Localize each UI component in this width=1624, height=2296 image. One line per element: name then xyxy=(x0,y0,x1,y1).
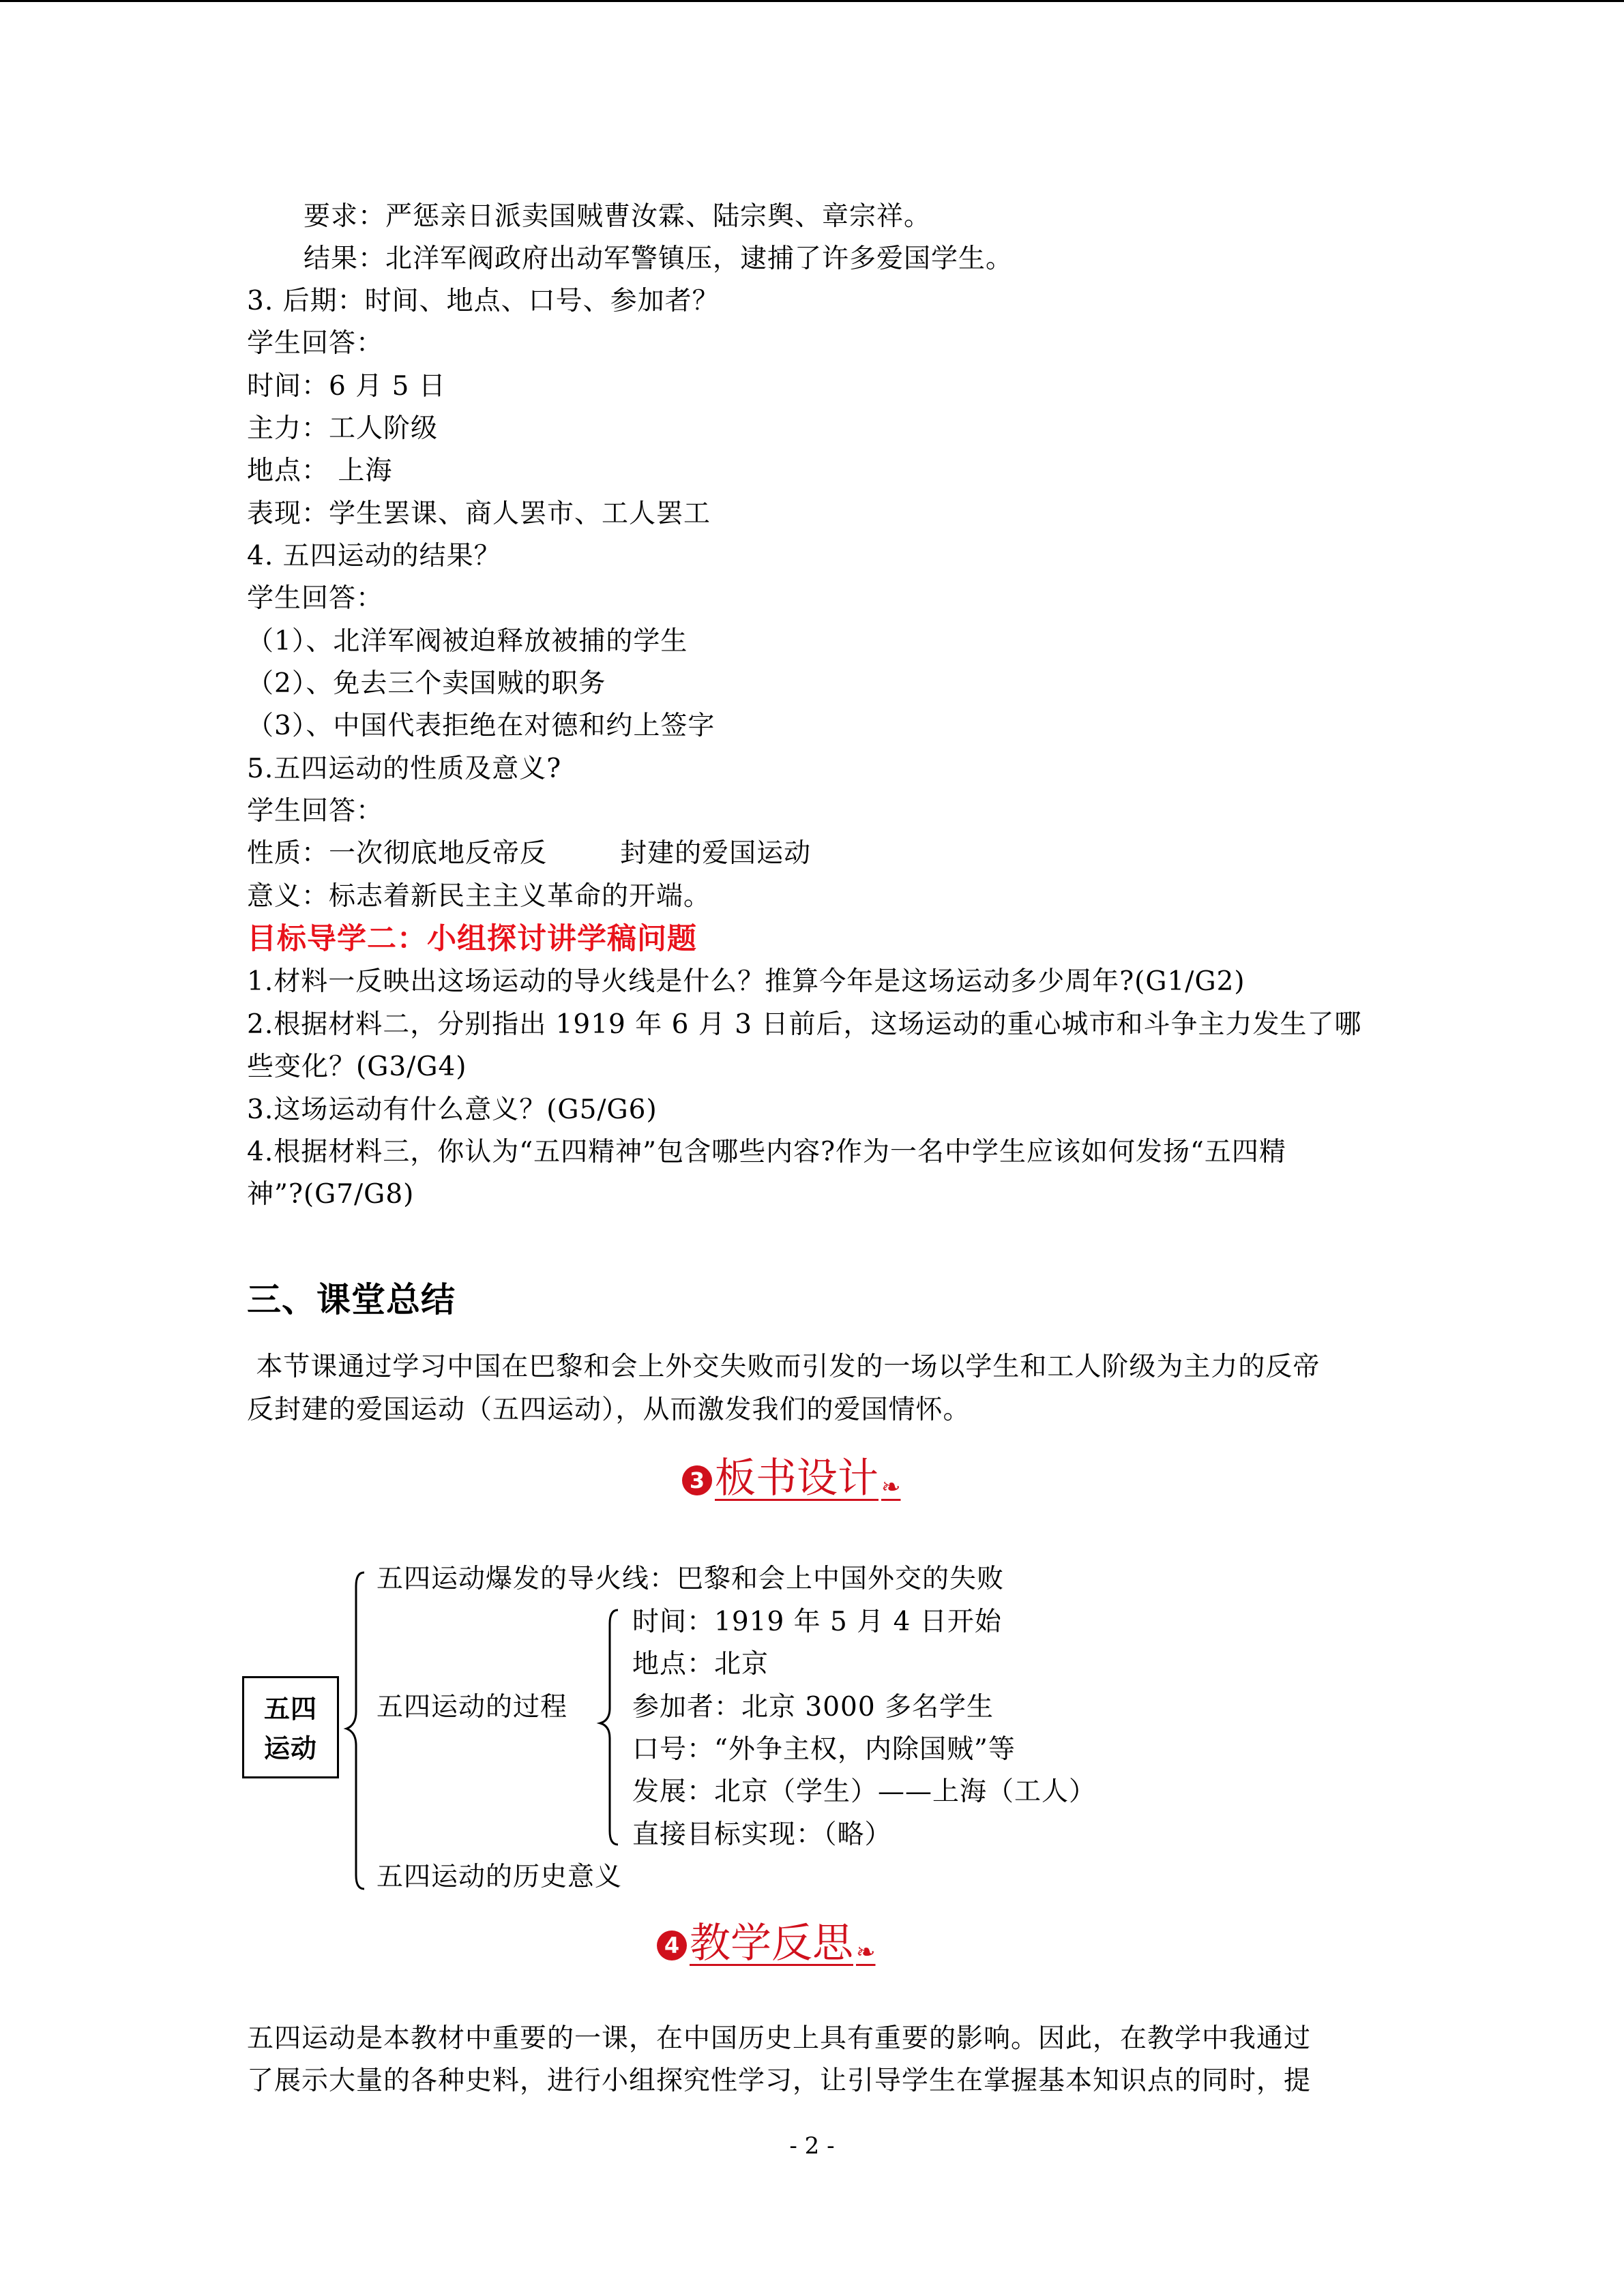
text-line: 5.五四运动的性质及意义? xyxy=(247,754,562,784)
text-line: 了展示大量的各种史料，进行小组探究性学习，让引导学生在掌握基本知识点的同时，提 xyxy=(247,2066,1312,2096)
text-line: （1）、北洋军阀被迫释放被捕的学生 xyxy=(247,626,688,657)
section-title: 三、课堂总结 xyxy=(247,1280,456,1320)
section-heading-red: 目标导学二：小组探讨讲学稿问题 xyxy=(247,922,697,956)
text-line: 些变化？(G3/G4) xyxy=(247,1052,467,1082)
text-line: 结果：北洋军阀政府出动军警镇压，逮捕了许多爱国学生。 xyxy=(304,243,1014,274)
text-line: 学生回答： xyxy=(247,796,384,826)
board-title-box xyxy=(242,1676,339,1778)
text-line: 地点： 上海 xyxy=(247,456,393,486)
text-line: 学生回答： xyxy=(247,583,384,614)
board-subitem: 时间：1919 年 5 月 4 日开始 xyxy=(632,1607,1002,1637)
board-branch: 五四运动的过程 xyxy=(377,1692,568,1723)
text-line: 3.这场运动有什么意义？(G5/G6) xyxy=(247,1094,658,1125)
text-line: 五四运动是本教材中重要的一课，在中国历史上具有重要的影响。因此，在教学中我通过 xyxy=(247,2023,1312,2054)
flower-icon: ❧ xyxy=(856,1939,876,1966)
board-branch: 五四运动的历史意义 xyxy=(377,1862,623,1892)
board-subitem: 参加者：北京 3000 多名学生 xyxy=(632,1692,994,1723)
text-line: 本节课通过学习中国在巴黎和会上外交失败而引发的一场以学生和工人阶级为主力的反帝 xyxy=(247,1352,1320,1382)
text-line: 4. 五四运动的结果？ xyxy=(247,541,501,571)
text-line: 1.材料一反映出这场运动的导火线是什么？推算今年是这场运动多少周年?(G1/G2) xyxy=(247,966,1245,997)
text-line: 时间：6 月 5 日 xyxy=(247,371,446,402)
box-line: 运动 xyxy=(263,1733,317,1763)
text-line: 3. 后期：时间、地点、口号、参加者？ xyxy=(247,286,720,316)
banner-board-design xyxy=(682,1451,901,1515)
banner-title: 板书设计 xyxy=(715,1455,879,1502)
board-subitem: 地点：北京 xyxy=(632,1649,769,1680)
board-subitem: 直接目标实现：（略） xyxy=(632,1819,892,1850)
outer-brace xyxy=(341,1568,375,1896)
board-branch: 五四运动爆发的导火线：巴黎和会上中国外交的失败 xyxy=(377,1564,1005,1594)
text-line: 反封建的爱国运动（五四运动），从而激发我们的爱国情怀。 xyxy=(247,1395,971,1425)
text-line: 神”?(G7/G8) xyxy=(247,1179,415,1210)
text-line: 性质：一次彻底地反帝反 封建的爱国运动 xyxy=(247,838,812,869)
flower-icon: ❧ xyxy=(881,1474,901,1501)
page-number: - 2 - xyxy=(789,2132,835,2160)
text-line: 要求：严惩亲日派卖国贼曹汝霖、陆宗舆、章宗祥。 xyxy=(304,201,932,232)
text-line: 意义：标志着新民主主义革命的开端。 xyxy=(247,881,711,912)
inner-brace xyxy=(593,1606,628,1851)
text-line: 2.根据材料二，分别指出 1919 年 6 月 3 日前后，这场运动的重心城市和斗争主力发生了哪 xyxy=(247,1009,1362,1040)
text-line: （3）、中国代表拒绝在对德和约上签字 xyxy=(247,711,715,741)
text-line: 主力：工人阶级 xyxy=(247,413,439,444)
banner-title: 教学反思 xyxy=(690,1920,853,1967)
board-subitem: 口号：“外争主权，内除国贼”等 xyxy=(632,1734,1016,1765)
box-line: 五四 xyxy=(263,1694,317,1724)
number-badge: 3 xyxy=(682,1465,712,1495)
text-line: 学生回答： xyxy=(247,328,384,359)
banner-teaching-reflection xyxy=(657,1916,876,1980)
board-subitem: 发展：北京（学生）——上海（工人） xyxy=(632,1776,1097,1807)
number-badge: 4 xyxy=(657,1930,687,1960)
text-line: （2）、免去三个卖国贼的职务 xyxy=(247,668,606,699)
text-line: 表现：学生罢课、商人罢市、工人罢工 xyxy=(247,498,711,529)
text-line: 4.根据材料三，你认为“五四精神”包含哪些内容?作为一名中学生应该如何发扬“五四精 xyxy=(247,1137,1286,1167)
